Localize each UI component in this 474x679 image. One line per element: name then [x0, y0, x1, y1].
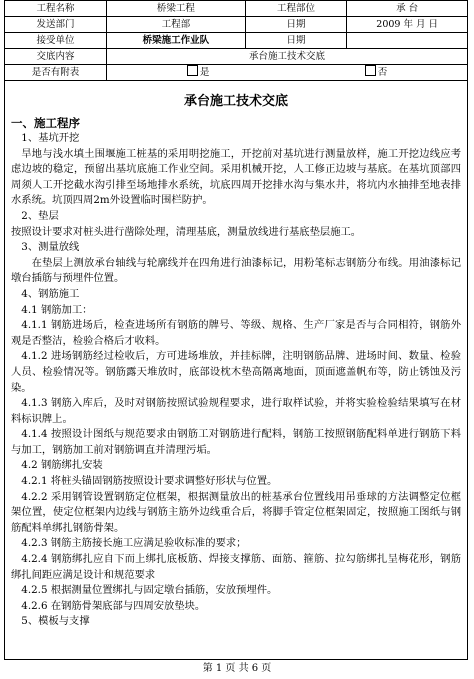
header-row-2	[5, 17, 467, 33]
attach-options	[107, 65, 467, 81]
item-4-1-3: 4.1.3 钢筋入库后，及时对钢筋按照试验规程要求，进行取样试验，并将实验检验结果填写在材料标识牌上。	[11, 397, 461, 425]
attach-no-checkbox[interactable]	[365, 65, 376, 76]
project-name-value: 桥梁工程	[107, 1, 246, 17]
attach-no-label: 否	[377, 67, 388, 78]
send-dept-value: 工程部	[107, 17, 246, 33]
send-dept-label: 发送部门	[5, 17, 107, 33]
recv-unit-label: 接受单位	[5, 33, 107, 49]
document-title: 承台施工技术交底	[183, 94, 288, 109]
step-text-2: 按照设计要求对桩头进行凿除处理，清理基底，测量放线进行基底垫层施工。	[11, 225, 362, 238]
step-text-3: 在垫层上测放承台轴线与轮廓线并在四角进行油漆标记，用粉笔标志钢筋分布线。用油漆标记墩台插筋与预埋件位置。	[11, 256, 461, 285]
date-value-1: 2009 年 月 日	[347, 17, 467, 33]
item-4-1-2: 4.1.2 进场钢筋经过检收后，方可进场堆放，并挂标牌，注明钢筋品牌、进场时间、数量、检验人员、检验情况等。钢筋露天堆放时，底部设枕木垫高隔离地面，顶面遮盖帆布等，防止锈蚀及污染。	[11, 350, 461, 394]
sub-heading-4-1: 4.1 钢筋加工：	[21, 303, 93, 316]
item-4-2-3: 4.2.3 钢筋主筋接长施工应满足验收标准的要求；	[21, 537, 247, 550]
step-heading-2: 2、垫层	[21, 209, 59, 222]
project-part-value: 承 台	[347, 1, 467, 17]
date-label-1: 日期	[245, 17, 347, 33]
sub-heading-4-2: 4.2 钢筋绑扎安装	[21, 459, 103, 472]
step-heading-1: 1、基坑开挖	[21, 132, 80, 144]
project-part-label: 工程部位	[245, 1, 347, 17]
item-4-2-1: 4.2.1 将桩头锚固钢筋按照设计要求调整好形状与位置。	[21, 475, 278, 488]
document-frame	[4, 0, 468, 660]
item-4-2-4: 4.2.4 钢筋绑扎应自下而上绑扎底板筋、焊接支撑筋、面筋、箍筋、拉勾筋绑扎呈梅花形，钢筋绑扎间距应满足设计和规范要求	[11, 553, 461, 581]
header-table	[5, 1, 467, 81]
header-row-5	[5, 65, 467, 81]
step-text-1: 旱地与浅水填土围堰施工桩基的采用明挖施工，开挖前对基坑进行测量放样，施工开挖边线应考虑边坡的稳定，预留出基坑底施工作业空间。采用机械开挖，人工修正边坡与基底。在基坑顶部四周须人工开挖截水沟引排至场地排水系统，坑底四周开挖排水沟与集水井，将坑内水抽排至地表排水系统。坑顶四周2m外设置临时围栏防护。	[11, 147, 461, 207]
item-4-1-4: 4.1.4 按照设计图纸与规范要求由钢筋工对钢筋进行配料，钢筋工按照钢筋配料单进行钢筋下料与加工，钢筋加工前对钢筋调直并清理污垢。	[11, 428, 461, 456]
attach-yes-checkbox[interactable]	[187, 65, 198, 76]
page-footer: 第 1 页 共 6 页	[202, 663, 272, 674]
header-row-1	[5, 1, 467, 17]
recv-unit-value: 桥梁施工作业队	[107, 33, 246, 49]
header-row-4	[5, 49, 467, 65]
header-row-3	[5, 33, 467, 49]
attach-label: 是否有附表	[5, 65, 107, 81]
section-heading-1: 一、施工程序	[11, 116, 80, 130]
content-label: 交底内容	[5, 49, 107, 65]
step-heading-5: 5、模板与支撑	[21, 615, 90, 628]
step-heading-3: 3、测量放线	[21, 241, 80, 254]
project-name-label: 工程名称	[5, 1, 107, 17]
item-4-2-6: 4.2.6 在钢筋骨架底部与四周安放垫块。	[21, 599, 206, 612]
item-4-2-2: 4.2.2 采用钢管设置钢筋定位框架，根据测量放出的桩基承台位置线用吊垂球的方法调整定位框架位置，使定位框架内边线与钢筋主筋外边线重合后，将脚手管定位框架固定，按照施工图纸与钢筋配料单绑扎钢筋骨架。	[11, 490, 461, 534]
attach-yes-label: 是	[199, 67, 210, 78]
step-heading-4: 4、钢筋施工	[21, 287, 80, 300]
document-body	[5, 81, 467, 630]
content-value: 承台施工技术交底	[107, 49, 467, 65]
date-label-2: 日期	[245, 33, 347, 49]
item-4-1-1: 4.1.1 钢筋进场后，检查进场所有钢筋的牌号、等级、规格、生产厂家是否与合同相符，钢筋外观是否整洁，检验合格后才收料。	[11, 319, 461, 347]
item-4-2-5: 4.2.5 根据测量位置绑扎与固定墩台插筋，安放预埋件。	[21, 584, 278, 597]
date-value-2	[347, 33, 467, 49]
